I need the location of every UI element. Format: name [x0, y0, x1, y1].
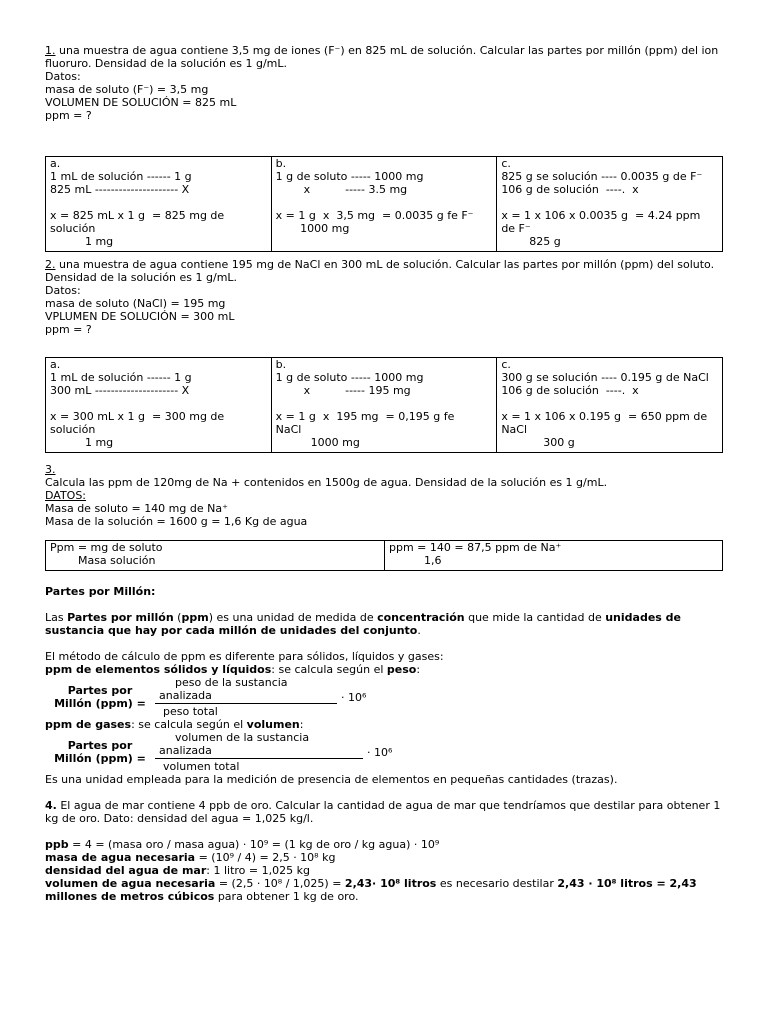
problem-2-datos-label: Datos: — [45, 284, 81, 297]
problem-2-datos-mass: masa de soluto (NaCl) = 195 mg — [45, 297, 226, 310]
solution-cell-c: c. 300 g se solución ---- 0.195 g de NaCl 106 g de solución ----. x x = 1 x 106 x 0.195 g = 650 ppm de NaCl 300 g — [497, 358, 723, 453]
problem-1-datos-mass: masa de soluto (F⁻) = 3,5 mg — [45, 83, 209, 96]
theory-solids-rule: ppm de elementos sólidos y líquidos: se calcula según el peso: — [45, 663, 421, 676]
theory-intro: Las Partes por millón (ppm) es una unidad de medida de concentración que mide la cantidad de unidades de sustancia que hay por cada millón de unidades del conjunto. — [45, 611, 681, 637]
problem-2-solution-table — [45, 357, 723, 453]
problem-3-number: 3. — [45, 463, 56, 476]
ppm-formula-cell: Ppm = mg de soluto Masa solución — [46, 541, 385, 571]
problem-1-statement: 1. una muestra de agua contiene 3,5 mg de iones (F⁻) en 825 mL de solución. Calcular las partes por millón (ppm) del ion fluoruro. Densidad de la solución es 1 g/mL. — [45, 44, 719, 70]
solution-cell-a: a. 1 mL de solución ------ 1 g 300 mL --------------------- X x = 300 mL x 1 g = 300 mg de solución 1 mg — [46, 358, 272, 453]
problem-3-datos-label: DATOS: — [45, 489, 87, 502]
theory-method: El método de cálculo de ppm es diferente para sólidos, líquidos y gases: — [45, 650, 444, 663]
gases-ppm-formula: Partes por Millón (ppm) = volumen de la sustancia analizada volumen total · 10⁶ — [54, 731, 393, 773]
problem-4-mass-line: masa de agua necesaria = (10⁹ / 4) = 2,5 · 10⁸ kg — [45, 851, 336, 864]
problem-4-volume-line: volumen de agua necesaria = (2,5 · 10⁸ / 1,025) = 2,43· 10⁸ litros es necesario destilar 2,43 · 10⁸ litros = 2,43 millones de metros cúbicos para obtener 1 kg de oro. — [45, 877, 697, 903]
solids-ppm-formula: Partes por Millón (ppm) = peso de la sustancia analizada peso total · 10⁶ — [54, 676, 367, 718]
problem-2-datos-ppm: ppm = ? — [45, 323, 92, 336]
problem-4-density-line: densidad del agua de mar: 1 litro = 1,025 kg — [45, 864, 310, 877]
problem-1-datos-label: Datos: — [45, 70, 81, 83]
solution-cell-b: b. 1 g de soluto ----- 1000 mg x ----- 195 mg x = 1 g x 195 mg = 0,195 g fe NaCl 1000 mg — [271, 358, 497, 453]
problem-4-ppb-line: ppb = 4 = (masa oro / masa agua) · 10⁹ = (1 kg de oro / kg agua) · 10⁹ — [45, 838, 440, 851]
problem-3-datos-mass: Masa de soluto = 140 mg de Na⁺ — [45, 502, 228, 515]
problem-1-datos-volume: VOLUMEN DE SOLUCIÓN = 825 mL — [45, 96, 237, 109]
problem-2-statement: 2. una muestra de agua contiene 195 mg de NaCl en 300 mL de solución. Calcular las partes por millón (ppm) del soluto. Densidad de la solución es 1 g/mL. — [45, 258, 715, 284]
solution-cell-b: b. 1 g de soluto ----- 1000 mg x ----- 3.5 mg x = 1 g x 3,5 mg = 0.0035 g fe F⁻ 1000 mg — [271, 157, 497, 252]
problem-1-solution-table — [45, 156, 723, 252]
factor-10-6: · 10⁶ — [341, 690, 367, 704]
theory-heading: Partes por Millón: — [45, 585, 156, 598]
factor-10-6: · 10⁶ — [367, 745, 393, 759]
problem-1-datos-ppm: ppm = ? — [45, 109, 92, 122]
problem-3-statement: Calcula las ppm de 120mg de Na + contenidos en 1500g de agua. Densidad de la solución es 1 g/mL. — [45, 476, 608, 489]
problem-2-datos-volume: VPLUMEN DE SOLUCIÓN = 300 mL — [45, 310, 235, 323]
solution-cell-a: a. 1 mL de solución ------ 1 g 825 mL --------------------- X x = 825 mL x 1 g = 825 mg de solución 1 mg — [46, 157, 272, 252]
solution-cell-c: c. 825 g se solución ---- 0.0035 g de F⁻ 106 g de solución ----. x x = 1 x 106 x 0.0035 g = 4.24 ppm de F⁻ 825 g — [497, 157, 723, 252]
problem-3-formula-table — [45, 540, 723, 571]
problem-3-datos-solution: Masa de la solución = 1600 g = 1,6 Kg de agua — [45, 515, 308, 528]
theory-gases-rule: ppm de gases: se calcula según el volumen: — [45, 718, 304, 731]
problem-4-statement: 4. El agua de mar contiene 4 ppb de oro. Calcular la cantidad de agua de mar que tendríamos que destilar para obtener 1 kg de oro. Dato: densidad del agua = 1,025 kg/l. — [45, 799, 721, 825]
ppm-result-cell: ppm = 140 = 87,5 ppm de Na⁺ 1,6 — [385, 541, 723, 571]
document-page — [45, 44, 725, 903]
theory-closing: Es una unidad empleada para la medición de presencia de elementos en pequeñas cantidades (trazas). — [45, 773, 618, 786]
